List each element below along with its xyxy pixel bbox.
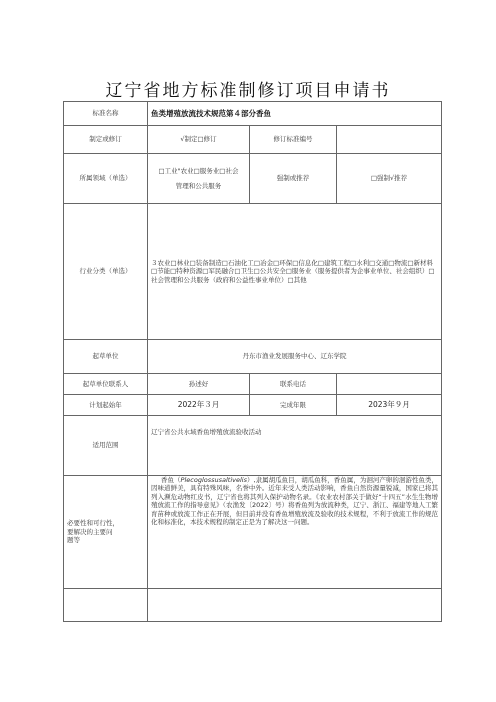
industry-options-text: ３农业□林业□装备制造□石油化工□冶金□环保□信息化□建筑工程□水利□交通□物流□新材料□节能□特种资源□军民融合□卫生□公共安全□服务业（服务提供者为企事业单位、社会组织）□社会管理和公共服务（政府和公益性事业单位）□其他 [148, 204, 442, 340]
force-options: □强制√推荐 [337, 154, 442, 204]
end-year-label: 完成年限 [250, 395, 337, 416]
necessity-label [64, 476, 148, 589]
row-industry [64, 204, 442, 340]
contact-value: 孙述好 [148, 374, 250, 395]
row-standard-name [64, 102, 442, 126]
contact-label: 起草单位联系人 [64, 374, 148, 395]
field-options [148, 154, 250, 204]
application-form-table [63, 101, 442, 622]
scope-label: 适用范围 [64, 416, 148, 476]
revise-label: 制定或修订 [64, 126, 148, 154]
phone-label: 联系电话 [250, 374, 337, 395]
necessity-label-line1: 必要性和可行性， [67, 519, 119, 528]
necessity-text-pre: 香鱼（ [161, 476, 181, 484]
force-label: 强制或推荐 [250, 154, 337, 204]
necessity-label-line2: 要解决的主要问 [67, 527, 113, 536]
row-field [64, 154, 442, 204]
necessity-text-body: ）,隶属胡瓜鱼目，胡瓜鱼科，香鱼属，为洄河产卵的洄游性鱼类，因味道鲜美，具有特殊风味，名誉中外。近年来受人类活动影响，香鱼自然资源量锐减，国家已将其列入濒危动物红皮书，辽宁省也将其列入保护动物名录。《农业农村部关于做好“十四五”水生生物增殖放流工作的指导意见》（农渔发〔2022〕号）将香鱼列为放流种类，辽宁、浙江、福建等地人工繁育苗种或放流工作正在开展，但目前并没有香鱼增殖放流及验收的技术规程，不利于放流工作的规范化和标准化，本技术规程的制定正是为了解决这一问题。 [151, 476, 438, 527]
necessity-text-scientific-name: Plecoglossusaltivelis [180, 476, 247, 484]
row-contact [64, 374, 442, 395]
scope-value: 辽宁省公共水域香鱼增殖放流验收活动 [148, 416, 442, 476]
drafter-value: 丹东市渔业发展服务中心、辽东学院 [148, 340, 442, 374]
revise-number-label: 修订标准编号 [250, 126, 337, 154]
necessity-text [148, 476, 442, 589]
start-year-value: 2022年３月 [148, 395, 250, 416]
industry-label: 行业分类（单选） [64, 204, 148, 340]
row-necessity [64, 476, 442, 589]
drafter-label: 起草单位 [64, 340, 148, 374]
field-label: 所属领域（单选） [64, 154, 148, 204]
row-scope [64, 416, 442, 476]
revise-options: √制定□修订 [148, 126, 250, 154]
row-drafter [64, 340, 442, 374]
row-schedule [64, 395, 442, 416]
standard-name-value: 鱼类增殖放流技术规范第４部分香鱼 [148, 102, 442, 126]
start-year-label: 计划起始年 [64, 395, 148, 416]
standard-name-label: 标准名称 [64, 102, 148, 126]
empty-value-cell [148, 589, 442, 622]
end-year-value: 2023年９月 [337, 395, 442, 416]
phone-value [337, 374, 442, 395]
revise-number-value [337, 126, 442, 154]
empty-label-cell [64, 589, 148, 622]
field-options-line2: 管理和公共服务 [175, 181, 222, 190]
page-title: 辽宁省地方标准制修订项目申请书 [105, 81, 391, 101]
field-options-line1: □工业"农业□服务业□社会 [158, 166, 239, 175]
row-revise [64, 126, 442, 154]
necessity-label-line3: 题等 [67, 536, 80, 545]
row-empty-bottom [64, 589, 442, 622]
